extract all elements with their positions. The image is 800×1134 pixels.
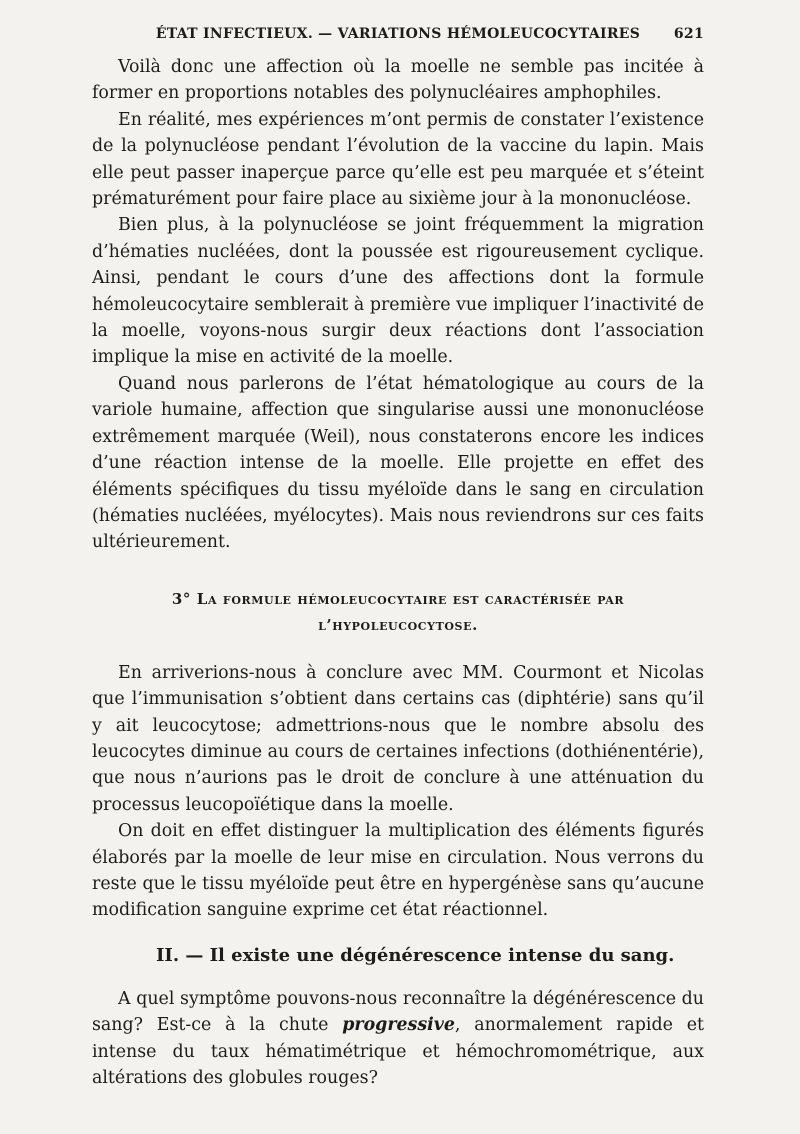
paragraph: Voilà donc une affection où la moelle ne semble pas incitée à former en proportions notables des polynucléaires amphophiles. (92, 57, 704, 104)
running-head (92, 20, 704, 48)
paragraph: On doit en effet distinguer la multiplication des éléments figurés élaborés par la moelle de leur mise en circulation. Nous verrons du reste que le tissu myéloïde peut être en hypergénèse sans qu’aucune modification sanguine exprime cet état réactionnel. (92, 821, 704, 921)
section-heading-line: 3° La formule hémoleucocytaire est caractérisée par (171, 589, 625, 608)
running-title: ÉTAT INFECTIEUX. — VARIATIONS HÉMOLEUCOCYTAIRES (155, 26, 641, 42)
paragraph: En arriverions-nous à conclure avec MM. Courmont et Nicolas que l’immunisation s’obtient dans certains cas (diphtérie) sans qu’il y ait leucocytose; admettrions-nous que le nombre absolu des leucocytes diminue au cours de certaines infections (dothiénentérie), que nous n’aurions pas le droit de conclure à une atténuation du processus leucopoïétique dans la moelle. (92, 662, 704, 815)
paragraph (92, 986, 704, 1092)
emphasis-text: progressive (342, 1015, 455, 1036)
paragraph: Quand nous parlerons de l’état hématologique au cours de la variole humaine, affection que singularise aussi une mononucléose extrêmement marquée (Weil), nous constaterons encore les indices d’une réaction intense de la moelle. Elle projette en effet des éléments spécifiques du tissu myéloïde dans le sang en circulation (hématies nucléées, myélocytes). Mais nous reviendrons sur ces faits ultérieurement. (92, 373, 704, 553)
section-heading-line: l’hypoleucocytose. (318, 615, 478, 634)
part-heading: II. — Il existe une dégénérescence intense du sang. (156, 944, 675, 966)
section-heading (92, 586, 704, 638)
paragraph-text: , anormalement rapide et intense du taux hématimétrique et hémochromométrique, aux altérations des globules rouges? (92, 1015, 704, 1088)
page-number: 621 (673, 26, 704, 42)
paragraph: Bien plus, à la polynucléose se joint fréquemment la migration d’hématies nucléées, dont la poussée est rigoureusement cyclique. Ainsi, pendant le cours d’une des affections dont la formule hémoleucocytaire semblerait à première vue impliquer l’inactivité de la moelle, voyons-nous surgir deux réactions dont l’association implique la mise en activité de la moelle. (92, 215, 704, 368)
body-text (92, 54, 704, 1091)
paragraph-text: A quel symptôme pouvons-nous reconnaître la dégénérescence du sang? Est-ce à la chute (92, 988, 704, 1036)
paragraph: En réalité, mes expériences m’ont permis de constater l’existence de la polynucléose pendant l’évolution de la vaccine du lapin. Mais elle peut passer inaperçue parce qu’elle est peu marquée et s’éteint prématurément pour faire place au sixième jour à la mononucléose. (92, 109, 704, 210)
